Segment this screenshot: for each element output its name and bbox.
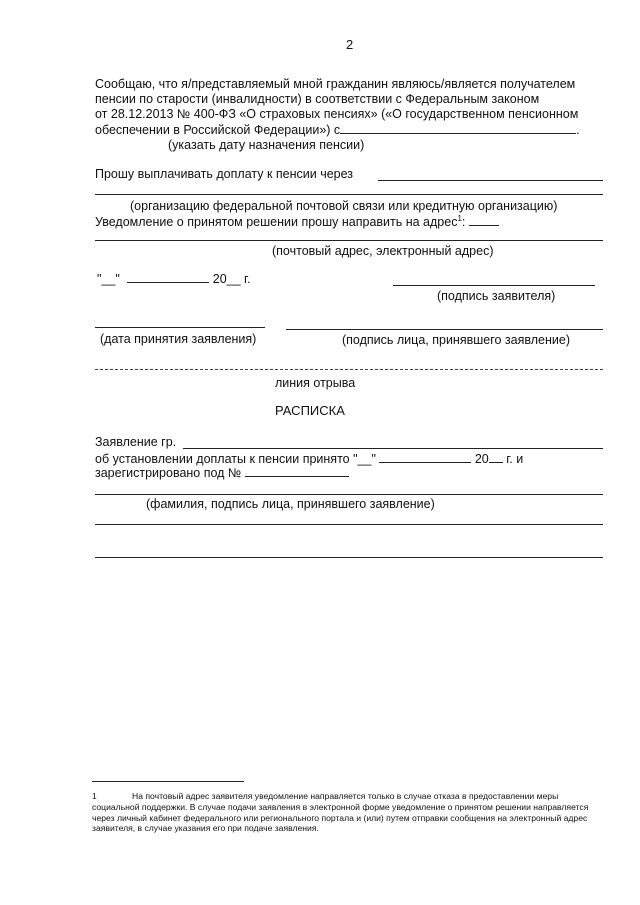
payment-field[interactable] xyxy=(378,180,603,181)
receipt-line-3 xyxy=(95,465,349,480)
date-quote-open: " xyxy=(97,272,102,286)
footnote-text: На почтовый адрес заявителя уведомление направляется только в случае отказа в предоставлении меры социальной поддержки. В случае подачи заявления в электронной форме уведомление о принятом решении направляется через личный кабинет федерального или регионального портала и (или) путем отправки сообщения на электронный адрес заявителя, в случае указания его при подаче заявления. xyxy=(92,791,589,834)
receipt-signature-field[interactable] xyxy=(95,494,603,495)
receipt-year-label: 20 xyxy=(474,452,489,466)
receipt-extra-line-2[interactable] xyxy=(95,557,603,558)
date-year-field[interactable]: 20__ г. xyxy=(212,272,251,286)
receipt-line-2-label: об установлении доплаты к пенсии принято " xyxy=(95,452,358,466)
receipt-title: РАСПИСКА xyxy=(275,403,345,418)
receipt-line-2 xyxy=(95,451,523,466)
statement-line-3: от 28.12.2013 № 400-ФЗ «О страховых пенсиях» («О государственном пенсионном xyxy=(95,107,579,121)
date-day-field[interactable]: __ xyxy=(101,272,116,286)
acceptance-date-hint: (дата принятия заявления) xyxy=(100,332,257,346)
receipt-line-2-end: г. и xyxy=(506,452,524,466)
receipt-quote-close: " xyxy=(371,452,376,466)
application-date xyxy=(97,271,251,286)
receipt-month-field[interactable] xyxy=(379,451,471,463)
address-field-short[interactable] xyxy=(469,214,499,226)
payment-org-hint: (организацию федеральной почтовой связи или кредитную организацию) xyxy=(130,199,558,213)
receipt-line-1 xyxy=(95,435,176,449)
receipt-signature-hint: (фамилия, подпись лица, принявшего заявление) xyxy=(146,497,435,511)
receipt-line-1-label: Заявление гр. xyxy=(95,435,177,449)
footnote-separator xyxy=(92,781,244,782)
statement-line-4 xyxy=(95,122,580,137)
acceptance-date-field[interactable] xyxy=(95,327,265,328)
statement-line-4-end: . xyxy=(576,123,580,137)
applicant-signature-field[interactable] xyxy=(393,285,595,286)
receipt-line-3-label: зарегистрировано под № xyxy=(95,466,242,480)
payment-label: Прошу выплачивать доплату к пенсии через xyxy=(95,167,354,181)
acceptor-signature-hint: (подпись лица, принявшего заявление) xyxy=(342,333,570,347)
date-month-field[interactable] xyxy=(127,271,209,283)
receipt-year-field[interactable] xyxy=(489,451,503,463)
statement-line-2: пенсии по старости (инвалидности) в соответствии с Федеральным законом xyxy=(95,92,540,106)
receipt-extra-line-1[interactable] xyxy=(95,524,603,525)
pension-date-hint: (указать дату назначения пенсии) xyxy=(168,138,365,152)
applicant-signature-hint: (подпись заявителя) xyxy=(437,289,556,303)
receipt-day-field[interactable]: __ xyxy=(357,452,372,466)
registration-number-field[interactable] xyxy=(245,465,349,477)
date-quote-close: " xyxy=(115,272,120,286)
notification-label: Уведомление о принятом решении прошу направить на адрес xyxy=(95,215,458,230)
cut-line xyxy=(95,369,603,370)
address-field[interactable] xyxy=(95,240,603,241)
statement-line-1: Сообщаю, что я/представляемый мной гражданин являюсь/является получателем xyxy=(95,77,576,91)
footnote-number: 1 xyxy=(92,791,97,801)
notification-line xyxy=(95,212,499,229)
cut-line-label: линия отрыва xyxy=(275,376,356,390)
notification-colon: : xyxy=(461,215,466,230)
address-hint: (почтовый адрес, электронный адрес) xyxy=(272,244,494,258)
page-number: 2 xyxy=(346,37,354,52)
pension-date-field[interactable] xyxy=(340,122,576,134)
acceptor-signature-field[interactable] xyxy=(286,329,603,330)
payment-field-2[interactable] xyxy=(95,194,603,195)
receipt-citizen-field[interactable] xyxy=(183,448,603,449)
statement-line-4-text: обеспечении в Российской Федерации») с xyxy=(95,123,341,137)
footnote-ref: 1 xyxy=(457,214,462,223)
